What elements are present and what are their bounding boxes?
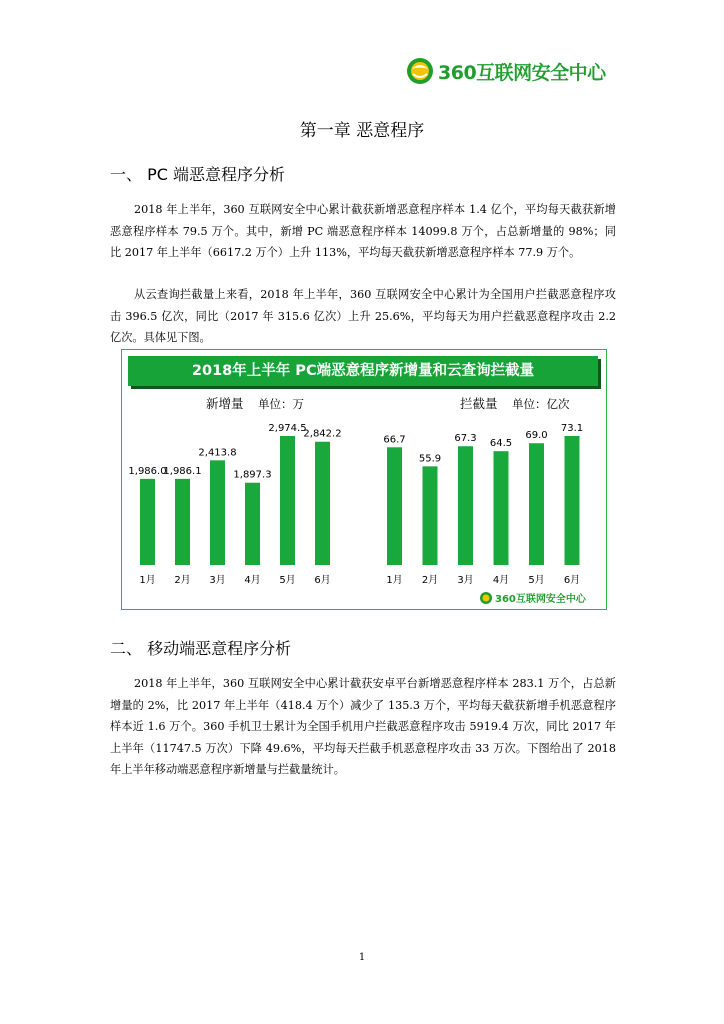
new-samples-category-label: 3月 [209, 575, 226, 586]
intercepts-value-label: 69.0 [525, 430, 548, 442]
intercepts-category-label: 3月 [457, 575, 474, 586]
left-series-label: 新增量 [206, 396, 244, 411]
paragraph-pc-samples: 2018 年上半年，360 互联网安全中心累计截获新增恶意程序样本 1.4 亿个，平均每天截获新增恶意程序样本 79.5 万个。其中，新增 PC 端恶意程序样本 14099.8 万个，占总新增量的 98%；同比 2017 年上半年（6617.2 万个）上升 113%，平均每天截获新增恶意程序样本 77.9 万个。 [110, 203, 616, 259]
intercepts-bar [423, 466, 438, 565]
paragraph-cloud-intercept: 从云查询拦截量上来看，2018 年上半年，360 互联网安全中心累计为全国用户拦截恶意程序攻击 396.5 亿次，同比（2017 年 315.6 亿次）上升 25.6%，平均每天为用户拦截恶意程序攻击 2.2 亿次。具体见下图。 [110, 288, 616, 344]
intercepts-bar [458, 446, 473, 565]
new-samples-value-label: 2,974.5 [268, 423, 307, 434]
page-number: 1 [358, 952, 366, 963]
new-samples-category-label: 4月 [244, 575, 261, 586]
intercepts-category-label: 2月 [421, 575, 439, 586]
new-samples-bar [245, 483, 260, 565]
intercepts-value-label: 66.7 [383, 434, 406, 446]
chart-logo-text: 360互联网安全中心 [495, 594, 586, 605]
new-samples-bar [315, 442, 330, 565]
intercepts-category-label: 5月 [528, 575, 545, 586]
paragraph-mobile: 2018 年上半年，360 互联网安全中心累计截获安卓平台新增恶意程序样本 283.1 万个，占总新增量的 2%，比 2017 年上半年（418.4 万个）减少了 135.3 万个，平均每天截获新增手机恶意程序样本近 1.6 万个。360 手机卫士累计为全国手机用户拦截恶意程序攻击 5919.4 万次，同比 2017 年上半年（11747.5 万次）下降 49.6%，平均每天拦截手机恶意程序攻击 33 万次。下图给出了 2018 年上半年移动端恶意程序新增量与拦截量统计。 [110, 677, 616, 776]
header-logo [406, 56, 606, 86]
new-samples-value-label: 1,986.1 [163, 465, 202, 477]
logo-text: 360互联网安全中心 [438, 61, 606, 84]
right-unit-label: 单位：亿次 [512, 397, 570, 411]
left-unit-label: 单位：万 [258, 397, 304, 411]
new-samples-category-label: 5月 [279, 575, 296, 586]
intercepts-bar [565, 436, 580, 565]
section-title-mobile: 二、 移动端恶意程序分析 [110, 639, 292, 658]
intercepts-value-label: 73.1 [560, 423, 584, 434]
intercepts-bar [387, 447, 402, 565]
intercepts-category-label: 6月 [563, 575, 581, 586]
intercepts-bar [494, 451, 509, 565]
chart-title: 2018年上半年 PC端恶意程序新增量和云查询拦截量 [128, 356, 598, 386]
new-samples-bar [210, 460, 225, 565]
new-samples-bar [140, 479, 155, 565]
intercepts-value-label: 64.5 [489, 438, 513, 450]
intercepts-value-label: 55.9 [418, 453, 442, 465]
right-series-label: 拦截量 [460, 396, 498, 411]
intercepts-value-label: 67.3 [454, 433, 477, 445]
new-samples-value-label: 2,842.2 [303, 428, 342, 440]
new-samples-bar [175, 479, 190, 565]
intercepts-bar [529, 443, 544, 565]
new-samples-category-label: 6月 [314, 575, 331, 586]
new-samples-value-label: 1,986.0 [128, 465, 167, 477]
new-samples-bar [280, 436, 295, 565]
intercepts-category-label: 1月 [386, 575, 403, 586]
new-samples-category-label: 2月 [174, 575, 191, 586]
pc-malware-chart [121, 349, 607, 610]
new-samples-category-label: 1月 [139, 575, 156, 586]
chart-canvas [122, 350, 606, 609]
section-title-pc: 一、 PC 端恶意程序分析 [110, 165, 285, 184]
chapter-title: 第一章 恶意程序 [299, 121, 425, 141]
globe-logo-icon [406, 57, 434, 85]
intercepts-category-label: 4月 [492, 575, 510, 586]
chart-logo [480, 592, 587, 605]
new-samples-value-label: 1,897.3 [233, 469, 272, 481]
new-samples-value-label: 2,413.8 [198, 447, 237, 459]
